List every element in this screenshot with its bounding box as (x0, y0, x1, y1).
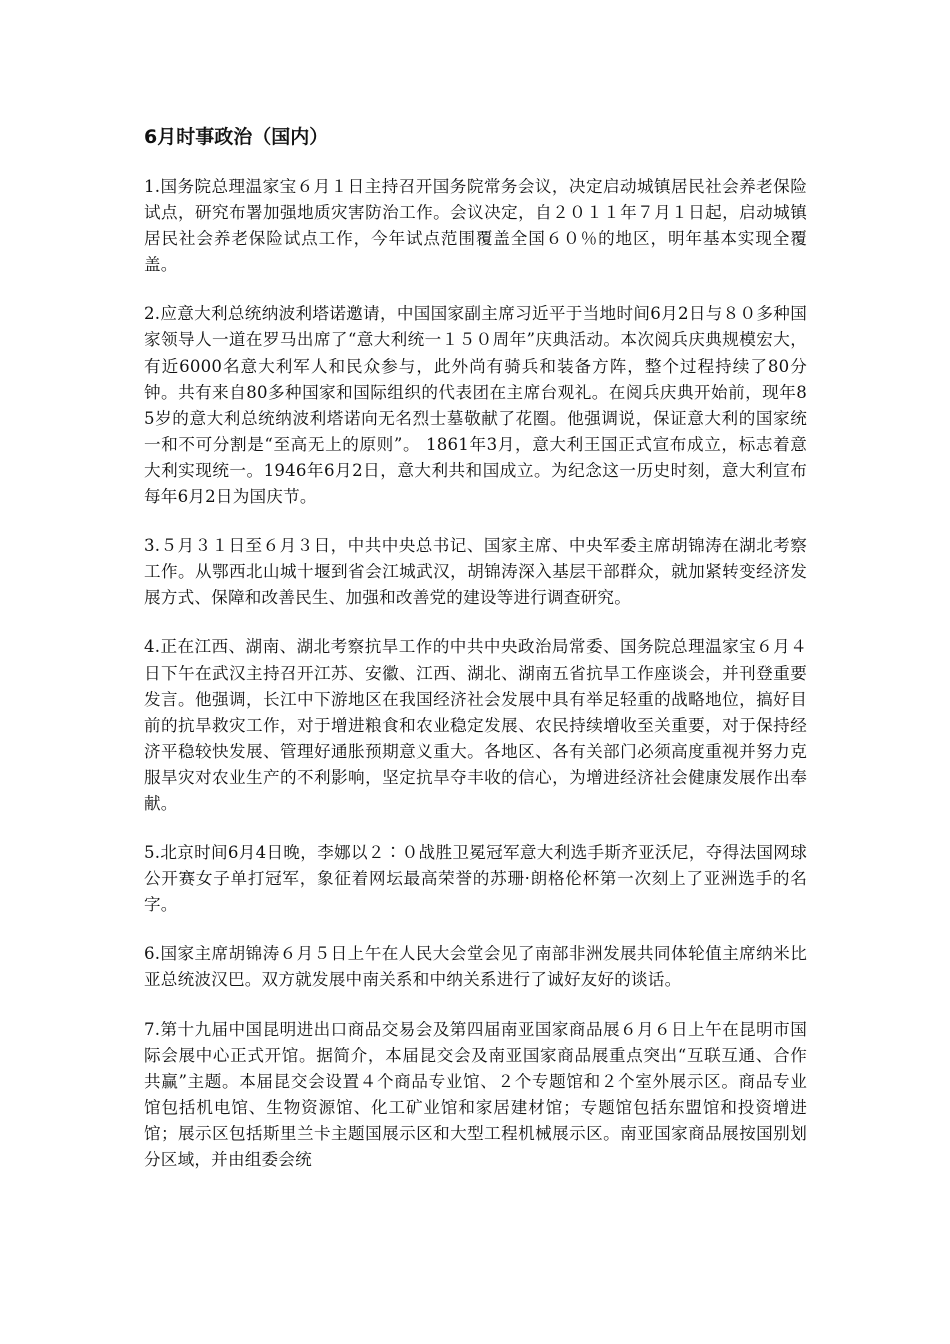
paragraph-6: 6.国家主席胡锦涛６月５日上午在人民大会堂会见了南部非洲发展共同体轮值主席纳米比亚总统波汉巴。双方就发展中南关系和中纳关系进行了诚好友好的谈话。 (144, 944, 807, 990)
document-body (144, 174, 807, 1196)
paragraph-3: 3.５月３１日至６月３日，中共中央总书记、国家主席、中央军委主席胡锦涛在湖北考察工作。从鄂西北山城十堰到省会江城武汉，胡锦涛深入基层干部群众，就加紧转变经济发展方式、保障和改善民生、加强和改善党的建设等进行调查研究。 (144, 536, 807, 608)
paragraph-2: 2.应意大利总统纳波利塔诺邀请，中国国家副主席习近平于当地时间6月2日与８０多种国家领导人一道在罗马出席了“意大利统一１５０周年”庆典活动。本次阅兵庆典规模宏大，有近6000名意大利军人和民众参与，此外尚有骑兵和装备方阵，整个过程持续了80分钟。共有来自80多种国家和国际组织的代表团在主席台观礼。在阅兵庆典开始前，现年85岁的意大利总统纳波利塔诺向无名烈士墓敬献了花圈。他强调说，保证意大利的国家统一和不可分割是“至高无上的原则”。 1861年3月，意大利王国正式宣布成立，标志着意大利实现统一。1946年6月2日，意大利共和国成立。为纪念这一历史时刻，意大利宣布每年6月2日为国庆节。 (144, 304, 807, 507)
page-title: 6月时事政治（国内） (144, 126, 329, 148)
paragraph-7: 7.第十九届中国昆明进出口商品交易会及第四届南亚国家商品展６月６日上午在昆明市国际会展中心正式开馆。据简介，本届昆交会及南亚国家商品展重点突出“互联互通、合作共赢”主题。本届昆交会设置４个商品专业馆、２个专题馆和２个室外展示区。商品专业馆包括机电馆、生物资源馆、化工矿业馆和家居建材馆；专题馆包括东盟馆和投资增进馆；展示区包括斯里兰卡主题国展示区和大型工程机械展示区。南亚国家商品展按国别划分区域，并由组委会统 (144, 1019, 807, 1169)
paragraph-1: 1.国务院总理温家宝６月１日主持召开国务院常务会议，决定启动城镇居民社会养老保险试点，研究布署加强地质灾害防治工作。会议决定，自２０１１年７月１日起，启动城镇居民社会养老保险试点工作，今年试点范围覆盖全国６０％的地区，明年基本实现全覆盖。 (144, 177, 807, 275)
paragraph-4: 4.正在江西、湖南、湖北考察抗旱工作的中共中央政治局常委、国务院总理温家宝６月４日下午在武汉主持召开江苏、安徽、江西、湖北、湖南五省抗旱工作座谈会，并刊登重要发言。他强调，长江中下游地区在我国经济社会发展中具有举足轻重的战略地位，搞好目前的抗旱救灾工作，对于增进粮食和农业稳定发展、农民持续增收至关重要，对于保持经济平稳较快发展、管理好通胀预期意义重大。各地区、各有关部门必须高度重视并努力克服旱灾对农业生产的不利影响，坚定抗旱夺丰收的信心，为增进经济社会健康发展作出奉献。 (144, 637, 807, 813)
paragraph-5: 5.北京时间6月4日晚，李娜以２∶０战胜卫冕冠军意大利选手斯齐亚沃尼，夺得法国网球公开赛女子单打冠军，象征着网坛最高荣誉的苏珊·朗格伦杯第一次刻上了亚洲选手的名字。 (144, 843, 807, 915)
